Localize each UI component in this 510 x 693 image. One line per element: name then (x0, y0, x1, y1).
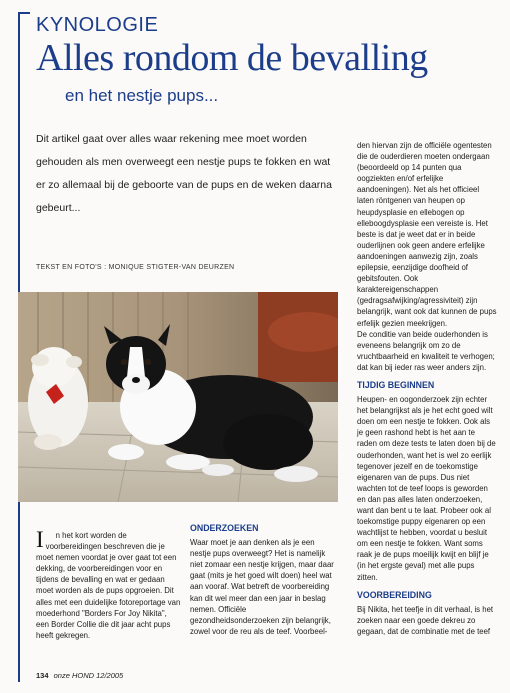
left-paragraph (36, 527, 181, 641)
article-photo (18, 292, 338, 502)
page-title: Alles rondom de bevalling (36, 37, 428, 79)
left-paragraph-text: n het kort worden de voorbereidingen beschreven die je moet nemen voordat je over gaat tot een dekking, de voorbereidingen voor en tijdens de bevalling en wat er gedaan moet worden als de pups opgroeien. Dit alles met een duidelijke fotoreportage van moederhond "Borders For Joy Nikita", een Border Collie die dit jaar acht pups heeft gekregen. (36, 531, 181, 640)
page-footer (36, 671, 123, 680)
right-paragraph-2: De conditie van beide ouderhonden is eveneens belangrijk om zo de vruchtbaarheid en kwaliteit te verhogen; dat kan bij ieder ras weer anders zijn. (357, 329, 495, 372)
top-rule (18, 12, 30, 14)
heading-tijdig-beginnen: TIJDIG BEGINNEN (357, 379, 435, 390)
section-kicker: KYNOLOGIE (36, 14, 159, 36)
border-collie-puppy-with-toy-icon (18, 292, 338, 502)
right-column (357, 140, 497, 637)
middle-paragraph: Waar moet je aan denken als je een nestje pups overweegt? Het is namelijk niet zomaar een nestje krijgen, maar daar gaat (mits je het goed wilt doen) heel wat aan vooraf. Wat betreft de voorbereiding kan dit wel meer dan een jaar in beslag nemen. Officiële gezondheidsonderzoeken zijn belangrijk, zowel voor de reu als de teef. Voorbeel- (190, 538, 334, 636)
right-paragraph-4: Bij Nikita, het teefje in dit verhaal, is het zoeken naar een goede dekreu zo gegaan, dat de combinatie met de teef (357, 604, 494, 636)
page-number: 134 (36, 671, 49, 680)
heading-onderzoeken: ONDERZOEKEN (190, 523, 259, 533)
right-paragraph-1: den hiervan zijn de officiële ogentesten die de ouderdieren moeten ondergaan (beoordeeld op 14 punten qua oogziekten en/of erfelijke aandoeningen). Net als het officieel laten röntgenen van heupen op heupdysplasie en ellebogen op elleboogdysplasie een vereiste is. Het beste is dat je weet dat er in beide ouderlijnen ook geen andere erfelijke aandoeningen aanwezig zijn, zoals epilepsie, eenzijdige doofheid of gebitsfouten. Ook karaktereigenschappen (gedragsafwijking/agressiviteit) zijn belangrijk, want ook dat kunnen de pups erfelijk gezien meekrijgen. (357, 141, 497, 328)
right-paragraph-3: Heupen- en oogonderzoek zijn echter het belangrijkst als je het echt goed wilt doen om een nestje te fokken. Ook als je geen rashond hebt is het aan te raden om deze tests te laten doen bij de ouderhonden, want het is wel zo eerlijk tegenover jezelf en de toekomstige eigenaren van de pups. Dus niet wachten tot de teef loops is geworden en dan pas alles laten onderzoeken, want dan bent u te laat. Probeer ook al toekomstige puppy eigenaren op een wachtlijst te hebben, voordat u besluit om een nestje te fokken. Want soms raak je de pups moeilijk kwijt en blijf je (in het ergste geval) met alle pups zitten. (357, 395, 496, 582)
photo-credit: TEKST EN FOTO'S : MONIQUE STIGTER-VAN DEURZEN (36, 264, 235, 271)
intro-paragraph: Dit artikel gaat over alles waar rekening mee moet worden gehouden als men overweegt een nestje pups te fokken en wat er zo allemaal bij de geboorte van de pups en de weken daarna gebeurt... (36, 133, 332, 214)
middle-column (190, 516, 335, 637)
page-subtitle: en het nestje pups... (65, 86, 219, 105)
drop-cap: I (36, 527, 44, 552)
magazine-issue: onze HOND 12/2005 (53, 671, 124, 680)
left-column (36, 527, 181, 641)
heading-voorbereiding: VOORBEREIDING (357, 589, 432, 600)
